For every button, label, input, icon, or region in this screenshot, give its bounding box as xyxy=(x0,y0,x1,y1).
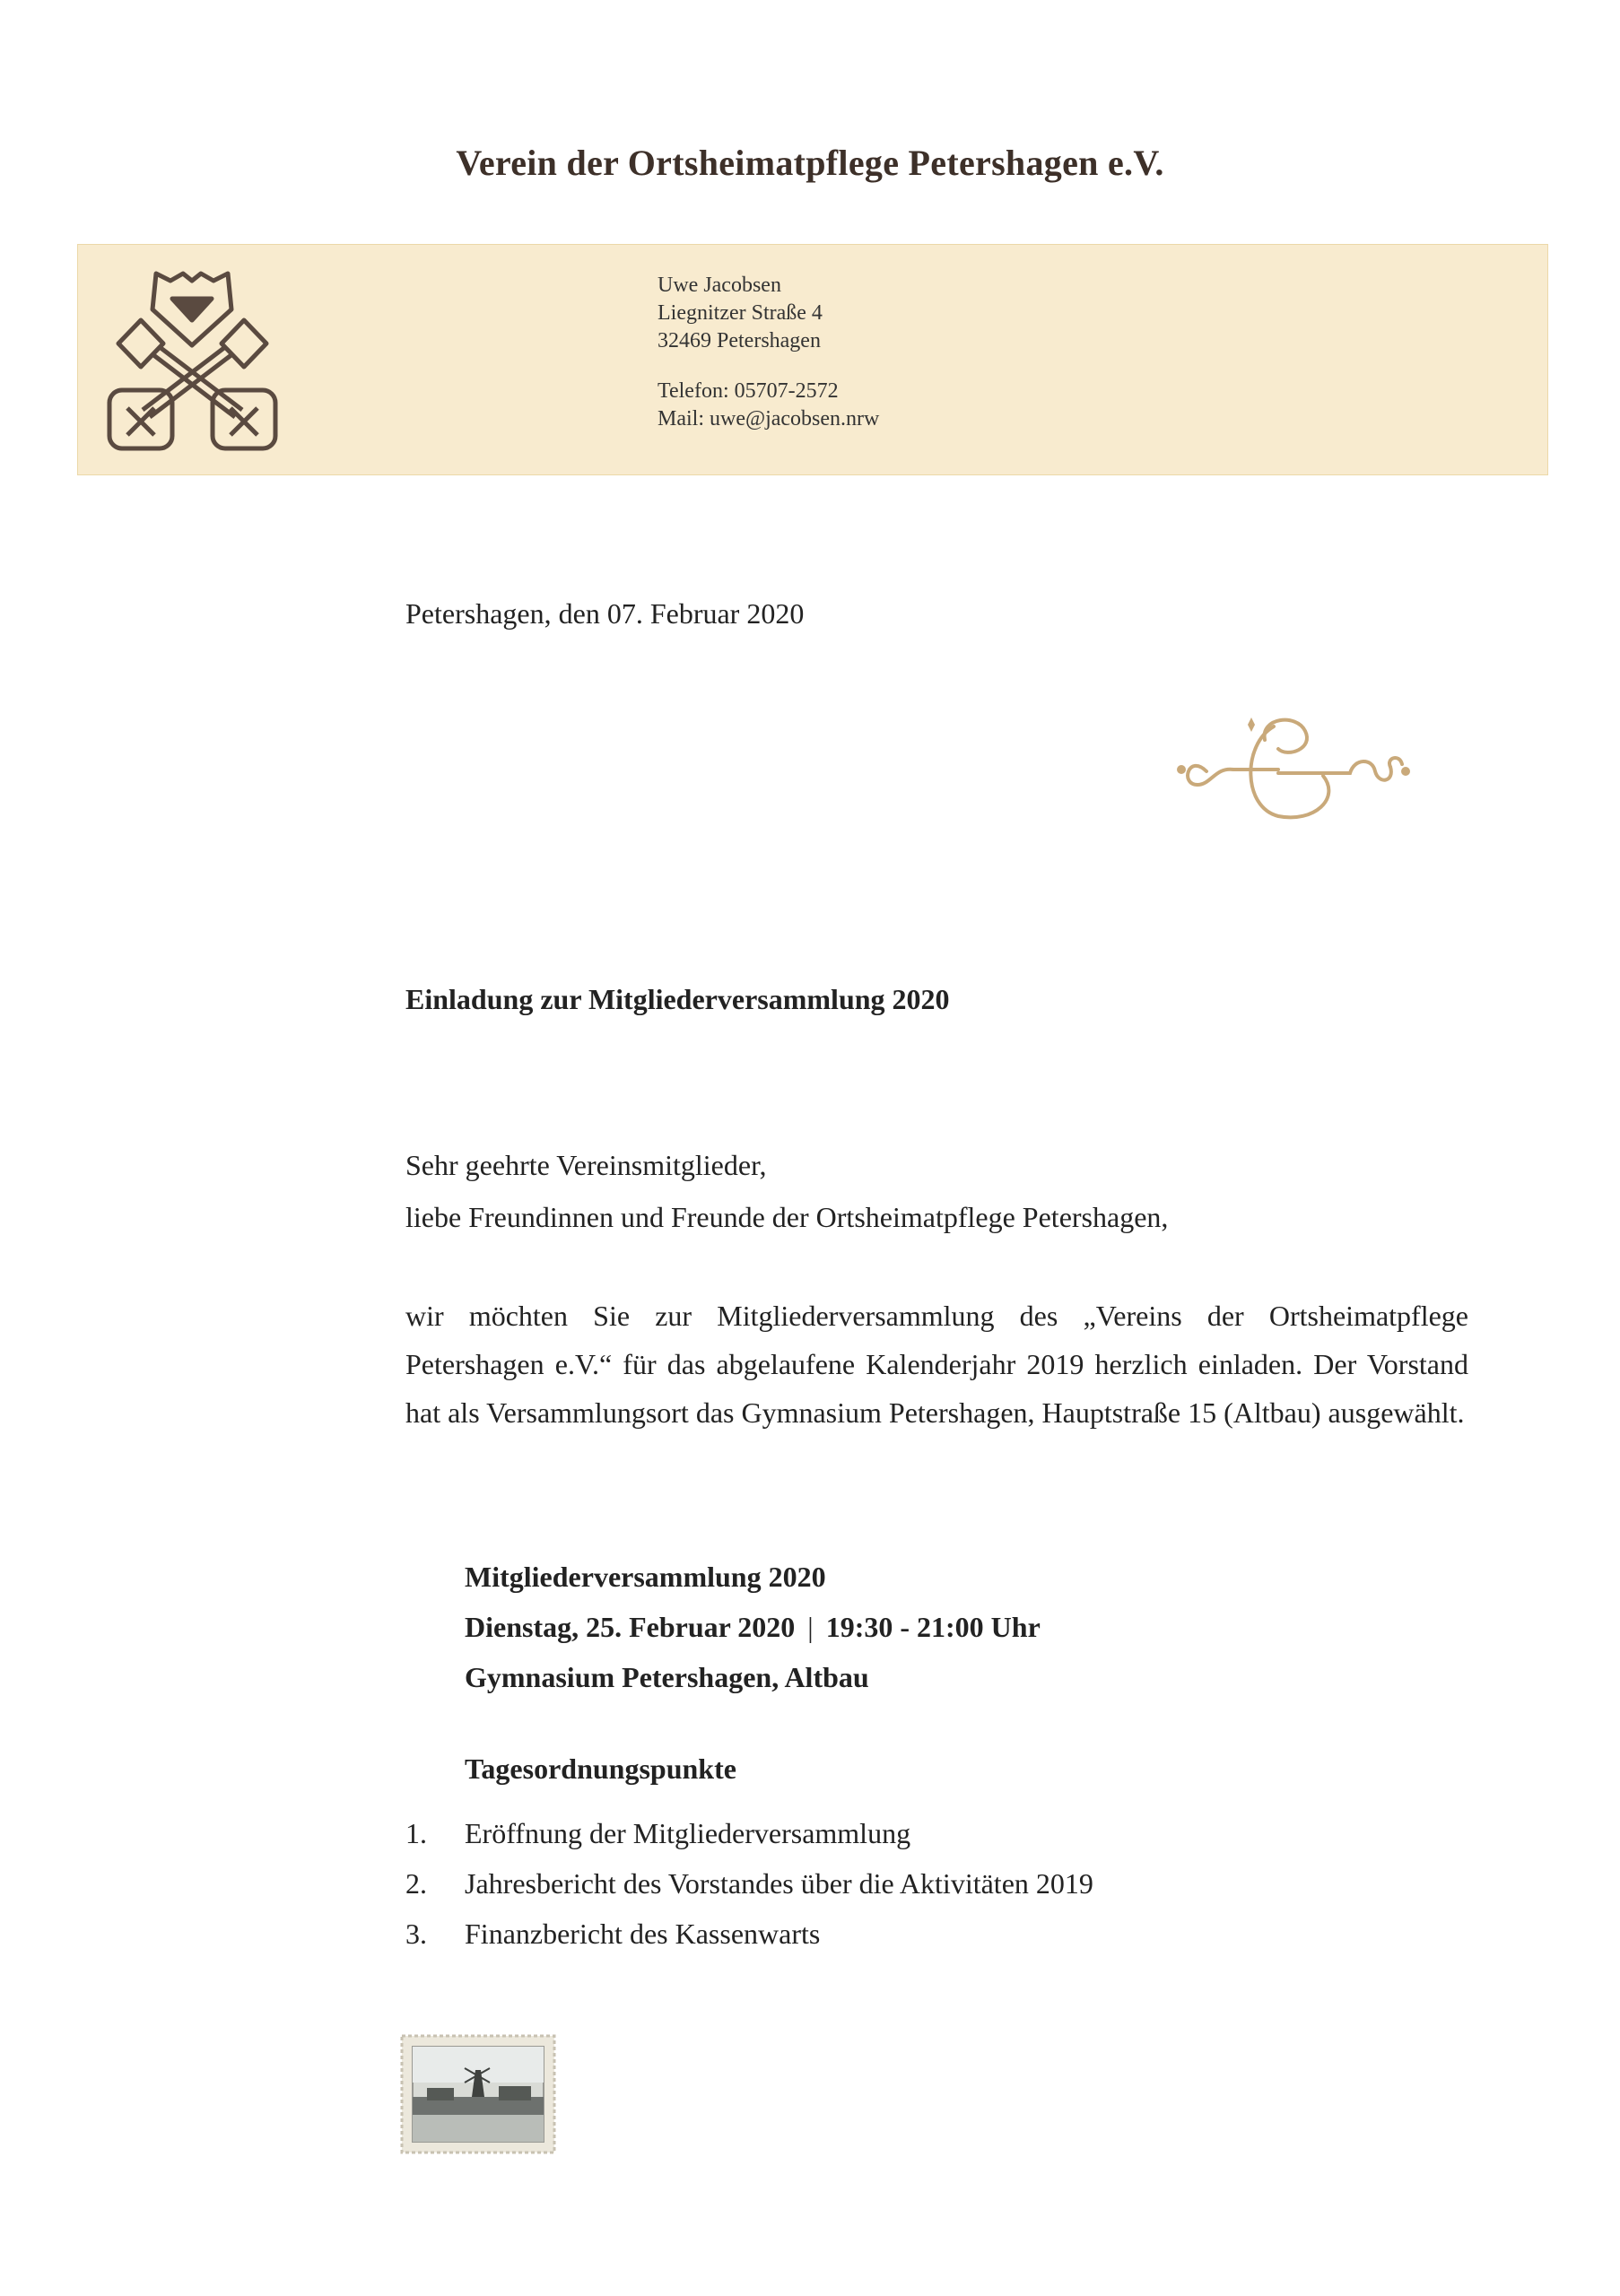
agenda-number: 3. xyxy=(405,1918,427,1950)
crossed-keys-crest-icon xyxy=(100,265,284,457)
contact-name: Uwe Jacobsen xyxy=(658,274,781,297)
agenda-text: Finanzbericht des Kassenwarts xyxy=(465,1918,821,1950)
salutation-line-1: Sehr geehrte Vereinsmitglieder, xyxy=(405,1149,767,1181)
meeting-time: 19:30 - 21:00 Uhr xyxy=(825,1611,1041,1643)
agenda-number: 1. xyxy=(405,1817,427,1849)
agenda-number: 2. xyxy=(405,1867,427,1900)
postage-stamp-photo-icon xyxy=(400,2034,556,2154)
letter-body: wir möchten Sie zur Mitgliederversammlung des „Vereins der Ortsheimatpflege Petershagen e.V.“ für das abgelaufene Kalenderjahr 2019 herzlich einladen. Der Vorstand hat als Versammlungsort das Gymnasium Petershagen, Hauptstraße 15 (Altbau) ausgewählt. xyxy=(405,1300,1468,1429)
agenda-list xyxy=(405,1808,1093,1959)
meeting-location: Gymnasium Petershagen, Altbau xyxy=(465,1661,869,1693)
list-item xyxy=(405,1808,1093,1858)
contact-street: Liegnitzer Straße 4 xyxy=(658,301,823,325)
meeting-details xyxy=(465,1552,1041,1702)
meeting-separator: | xyxy=(807,1611,814,1643)
meeting-date: Dienstag, 25. Februar 2020 xyxy=(465,1611,796,1643)
dateline: Petershagen, den 07. Februar 2020 xyxy=(405,597,805,630)
flourish-ornament-icon xyxy=(1171,709,1413,834)
contact-block xyxy=(658,272,879,433)
salutation xyxy=(405,1139,1168,1243)
letter-subject: Einladung zur Mitgliederversammlung 2020 xyxy=(405,983,950,1015)
contact-phone: Telefon: 05707-2572 xyxy=(658,379,839,403)
contact-mail: Mail: uwe@jacobsen.nrw xyxy=(658,407,880,430)
letterhead-band xyxy=(77,244,1548,475)
agenda-text: Jahresbericht des Vorstandes über die Aktivitäten 2019 xyxy=(465,1867,1093,1900)
salutation-line-2: liebe Freundinnen und Freunde der Ortsheimatpflege Petershagen, xyxy=(405,1201,1169,1233)
organization-title: Verein der Ortsheimatpflege Petershagen e.V. xyxy=(456,143,1164,183)
list-item xyxy=(405,1858,1093,1909)
list-item xyxy=(405,1909,1093,1959)
agenda-heading: Tagesordnungspunkte xyxy=(465,1752,736,1785)
meeting-title: Mitgliederversammlung 2020 xyxy=(465,1561,826,1593)
agenda-text: Eröffnung der Mitgliederversammlung xyxy=(465,1817,911,1849)
contact-city: 32469 Petershagen xyxy=(658,329,821,352)
meeting-datetime xyxy=(465,1602,1041,1652)
